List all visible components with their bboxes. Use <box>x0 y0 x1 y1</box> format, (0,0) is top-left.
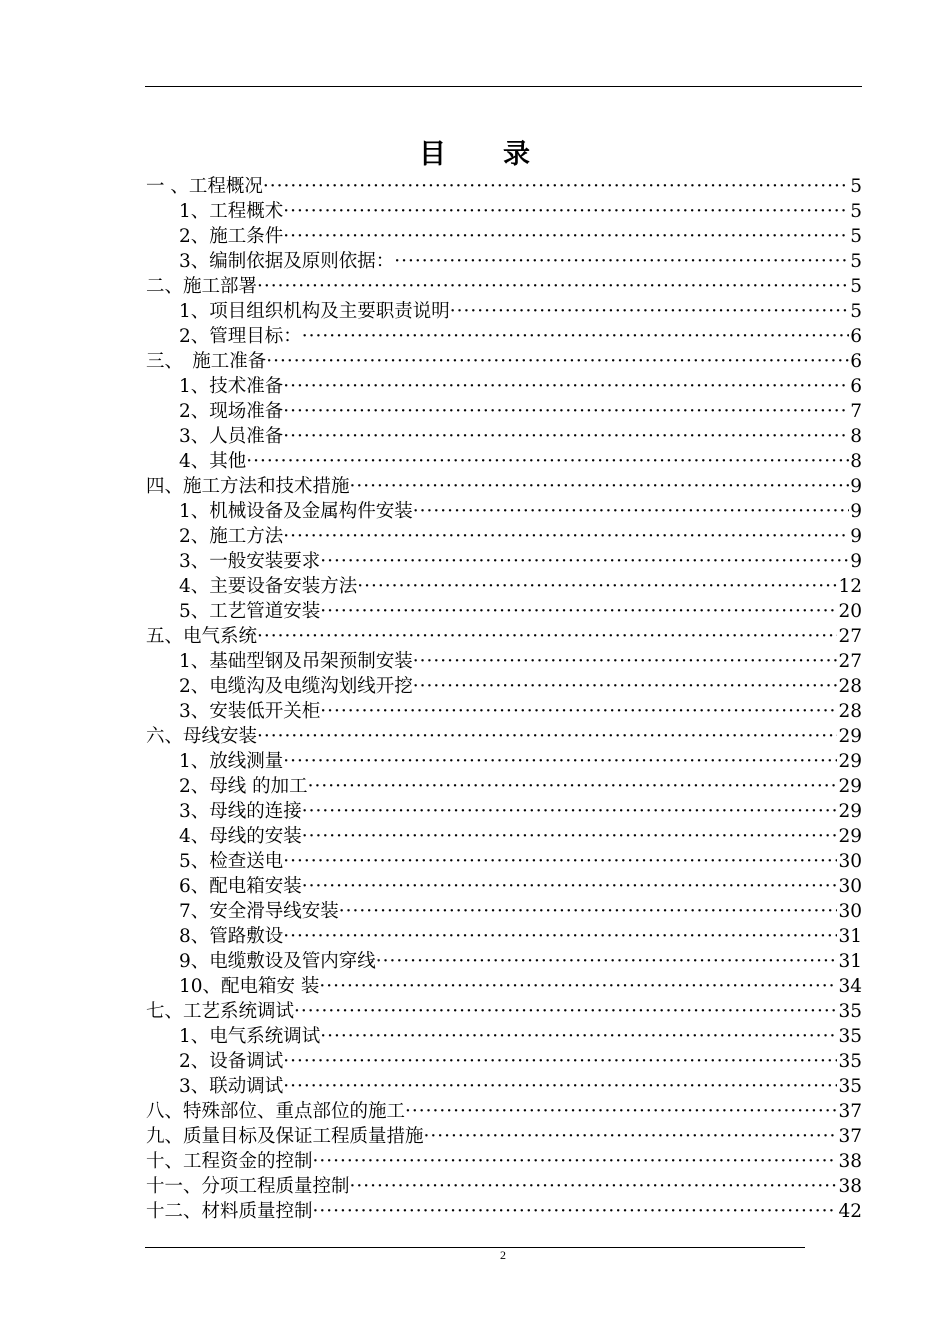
toc-entry-page: 37 <box>838 1101 862 1122</box>
toc-entry[interactable] <box>146 1149 862 1174</box>
toc-entry-page: 30 <box>838 876 862 897</box>
toc-dot-leader <box>266 349 849 374</box>
toc-entry-page: 35 <box>838 1076 862 1097</box>
toc-dot-leader <box>394 249 849 274</box>
toc-entry-page: 29 <box>838 726 862 747</box>
toc-entry-text: 6、配电箱安装 <box>179 876 302 897</box>
toc-dot-leader <box>302 824 838 849</box>
toc-entry-text: 2、管理目标： <box>179 326 302 347</box>
toc-entry-text: 2、施工方法 <box>179 526 284 547</box>
toc-entry-page: 9 <box>850 551 862 572</box>
toc-entry[interactable] <box>146 999 862 1024</box>
toc-entry-page: 5 <box>850 251 862 272</box>
toc-dot-leader <box>413 674 838 699</box>
toc-title-char-2: 录 <box>503 139 531 170</box>
toc-entry-text: 4、其他 <box>179 451 247 472</box>
toc-entry-page: 29 <box>838 751 862 772</box>
toc-dot-leader <box>424 1124 838 1149</box>
toc-dot-leader <box>320 699 837 724</box>
toc-entry[interactable] <box>146 724 862 749</box>
toc-entry[interactable] <box>146 1049 862 1074</box>
toc-entry-page: 6 <box>850 351 862 372</box>
toc-entry-page: 27 <box>838 626 862 647</box>
toc-entry-text: 十、工程资金的控制 <box>146 1151 313 1172</box>
toc-entry-page: 35 <box>838 1026 862 1047</box>
toc-dot-leader <box>257 274 849 299</box>
toc-entry[interactable] <box>146 549 862 574</box>
toc-entry-text: 四、施工方法和技术措施 <box>146 476 350 497</box>
toc-entry[interactable] <box>146 224 862 249</box>
toc-entry-page: 29 <box>838 776 862 797</box>
toc-dot-leader <box>257 724 837 749</box>
toc-entry[interactable] <box>146 799 862 824</box>
toc-entry[interactable] <box>146 1024 862 1049</box>
toc-entry-page: 34 <box>838 976 862 997</box>
toc-dot-leader <box>319 974 837 999</box>
toc-dot-leader <box>313 1149 838 1174</box>
toc-entry-text: 9、电缆敷设及管内穿线 <box>179 951 376 972</box>
toc-dot-leader <box>302 324 849 349</box>
toc-dot-leader <box>320 599 837 624</box>
toc-entry-text: 2、母线 的加工 <box>179 776 308 797</box>
toc-dot-leader <box>302 799 838 824</box>
toc-entry-page: 37 <box>838 1126 862 1147</box>
toc-dot-leader <box>283 524 849 549</box>
toc-title-char-1: 目 <box>419 139 447 170</box>
toc-entry-text: 2、电缆沟及电缆沟划线开挖 <box>179 676 413 697</box>
toc-dot-leader <box>308 774 838 799</box>
toc-entry-text: 1、项目组织机构及主要职责说明 <box>179 301 450 322</box>
toc-entry[interactable] <box>146 1074 862 1099</box>
toc-dot-leader <box>320 549 849 574</box>
toc-entry-page: 29 <box>838 826 862 847</box>
toc-entry[interactable] <box>146 1199 862 1224</box>
toc-dot-leader <box>283 924 837 949</box>
toc-dot-leader <box>350 474 850 499</box>
toc-dot-leader <box>283 424 849 449</box>
toc-entry-text: 1、机械设备及金属构件安装 <box>179 501 413 522</box>
toc-entry-page: 5 <box>850 226 862 247</box>
toc-entry[interactable] <box>146 199 862 224</box>
toc-entry[interactable] <box>146 449 862 474</box>
toc-entry-text: 10、配电箱安 装 <box>179 976 320 997</box>
toc-entry-text: 八、特殊部位、重点部位的施工 <box>146 1101 406 1122</box>
toc-entry-page: 8 <box>850 426 862 447</box>
toc-entry[interactable] <box>146 749 862 774</box>
toc-entry-text: 4、母线的安装 <box>179 826 302 847</box>
toc-entry[interactable] <box>146 299 862 324</box>
toc-entry[interactable] <box>146 399 862 424</box>
toc-entry-page: 38 <box>838 1151 862 1172</box>
toc-entry-page: 42 <box>838 1201 862 1222</box>
toc-entry-page: 9 <box>850 501 862 522</box>
toc-entry-text: 5、工艺管道安装 <box>179 601 321 622</box>
toc-entry-text: 1、工程概术 <box>179 201 284 222</box>
toc-entry-page: 31 <box>838 926 862 947</box>
toc-entry-text: 十一、分项工程质量控制 <box>146 1176 350 1197</box>
toc-dot-leader <box>339 899 838 924</box>
toc-entry-text: 5、检查送电 <box>179 851 284 872</box>
toc-entry[interactable] <box>146 574 862 599</box>
toc-entry-text: 3、人员准备 <box>179 426 284 447</box>
toc-dot-leader <box>283 849 837 874</box>
toc-dot-leader <box>376 949 838 974</box>
toc-entry[interactable] <box>146 374 862 399</box>
toc-entry[interactable] <box>146 599 862 624</box>
toc-entry-text: 六、母线安装 <box>146 726 258 747</box>
toc-entry-text: 1、放线测量 <box>179 751 284 772</box>
toc-entry[interactable] <box>146 649 862 674</box>
toc-entry[interactable] <box>146 699 862 724</box>
toc-entry[interactable] <box>146 824 862 849</box>
toc-entry-text: 3、安装低开关柜 <box>179 701 321 722</box>
toc-dot-leader <box>283 399 849 424</box>
toc-entry-page: 8 <box>850 451 862 472</box>
toc-entry-text: 4、主要设备安装方法 <box>179 576 358 597</box>
toc-dot-leader <box>302 874 838 899</box>
toc-entry-page: 27 <box>838 651 862 672</box>
toc-entry[interactable] <box>146 524 862 549</box>
header-rule <box>145 86 862 87</box>
toc-entry-text: 1、技术准备 <box>179 376 284 397</box>
toc-entry-page: 28 <box>838 701 862 722</box>
toc-entry-page: 35 <box>838 1001 862 1022</box>
toc-entry[interactable] <box>146 249 862 274</box>
toc-entry[interactable] <box>146 949 862 974</box>
toc-entry-page: 28 <box>838 676 862 697</box>
toc-entry[interactable] <box>146 499 862 524</box>
toc-entry[interactable] <box>146 624 862 649</box>
toc-entry-text: 九、质量目标及保证工程质量措施 <box>146 1126 424 1147</box>
toc-entry-page: 9 <box>850 526 862 547</box>
toc-entry-page: 5 <box>850 276 862 297</box>
toc-entry-text: 1、基础型钢及吊架预制安装 <box>179 651 413 672</box>
toc-entry-page: 35 <box>838 1051 862 1072</box>
toc-dot-leader <box>283 224 849 249</box>
toc-entry-text: 3、联动调试 <box>179 1076 284 1097</box>
toc-entry-page: 5 <box>850 301 862 322</box>
toc-dot-leader <box>257 624 837 649</box>
toc-entry[interactable] <box>146 674 862 699</box>
toc-entry[interactable] <box>146 924 862 949</box>
toc-dot-leader <box>350 1174 838 1199</box>
toc-entry[interactable] <box>146 1099 862 1124</box>
toc-dot-leader <box>357 574 837 599</box>
toc-entry-page: 9 <box>850 476 862 497</box>
toc-entry[interactable] <box>146 774 862 799</box>
toc-entry-page: 31 <box>838 951 862 972</box>
toc-dot-leader <box>313 1199 838 1224</box>
toc-entry-text: 7、安全滑导线安装 <box>179 901 339 922</box>
toc-entry-page: 29 <box>838 801 862 822</box>
toc-entry-page: 30 <box>838 851 862 872</box>
toc-dot-leader <box>283 199 849 224</box>
toc-entry-text: 2、现场准备 <box>179 401 284 422</box>
toc-entry-text: 十二、材料质量控制 <box>146 1201 313 1222</box>
toc-dot-leader <box>263 174 849 199</box>
toc-dot-leader <box>283 749 837 774</box>
toc-entry[interactable] <box>146 899 862 924</box>
toc-entry-text: 五、电气系统 <box>146 626 258 647</box>
toc-entry[interactable] <box>146 174 862 199</box>
toc-entry-text: 七、工艺系统调试 <box>146 1001 295 1022</box>
toc-entry-text: 3、母线的连接 <box>179 801 302 822</box>
toc-entry-page: 30 <box>838 901 862 922</box>
toc-entry[interactable] <box>146 274 862 299</box>
toc-entry-page: 5 <box>850 201 862 222</box>
toc-entry-page: 7 <box>850 401 862 422</box>
toc-dot-leader <box>413 499 849 524</box>
toc-dot-leader <box>413 649 838 674</box>
toc-entry[interactable] <box>146 874 862 899</box>
toc-entry[interactable] <box>146 849 862 874</box>
toc-entry-page: 6 <box>850 326 862 347</box>
toc-entry-text: 三、 施工准备 <box>146 351 267 372</box>
toc-dot-leader <box>283 374 849 399</box>
toc-entry-page: 5 <box>850 176 862 197</box>
toc-dot-leader <box>405 1099 837 1124</box>
toc-entry[interactable] <box>146 324 862 349</box>
toc-entry[interactable] <box>146 349 862 374</box>
toc-dot-leader <box>320 1024 837 1049</box>
toc-entry-page: 20 <box>838 601 862 622</box>
toc-entry-text: 二、施工部署 <box>146 276 258 297</box>
toc-dot-leader <box>294 999 837 1024</box>
toc-entry-text: 2、施工条件 <box>179 226 284 247</box>
toc-dot-leader <box>283 1074 837 1099</box>
toc-entry-text: 3、一般安装要求 <box>179 551 321 572</box>
toc-entry-page: 38 <box>838 1176 862 1197</box>
toc-entry[interactable] <box>146 474 862 499</box>
toc-entry-page: 6 <box>850 376 862 397</box>
toc-entry[interactable] <box>146 1174 862 1199</box>
toc-entry-text: 1、电气系统调试 <box>179 1026 321 1047</box>
toc-entry[interactable] <box>146 974 862 999</box>
toc-dot-leader <box>450 299 849 324</box>
toc-entry[interactable] <box>146 424 862 449</box>
toc-entry-text: 3、编制依据及原则依据： <box>179 251 395 272</box>
toc-dot-leader <box>283 1049 837 1074</box>
toc-entry-text: 8、管路敷设 <box>179 926 284 947</box>
toc-entry-text: 一 、工程概况 <box>146 176 263 197</box>
toc-entry[interactable] <box>146 1124 862 1149</box>
toc-entry-text: 2、设备调试 <box>179 1051 284 1072</box>
table-of-contents <box>146 174 862 1224</box>
toc-title <box>0 132 950 172</box>
toc-entry-page: 12 <box>838 576 862 597</box>
toc-dot-leader <box>246 449 849 474</box>
page-number: 2 <box>500 1248 506 1262</box>
